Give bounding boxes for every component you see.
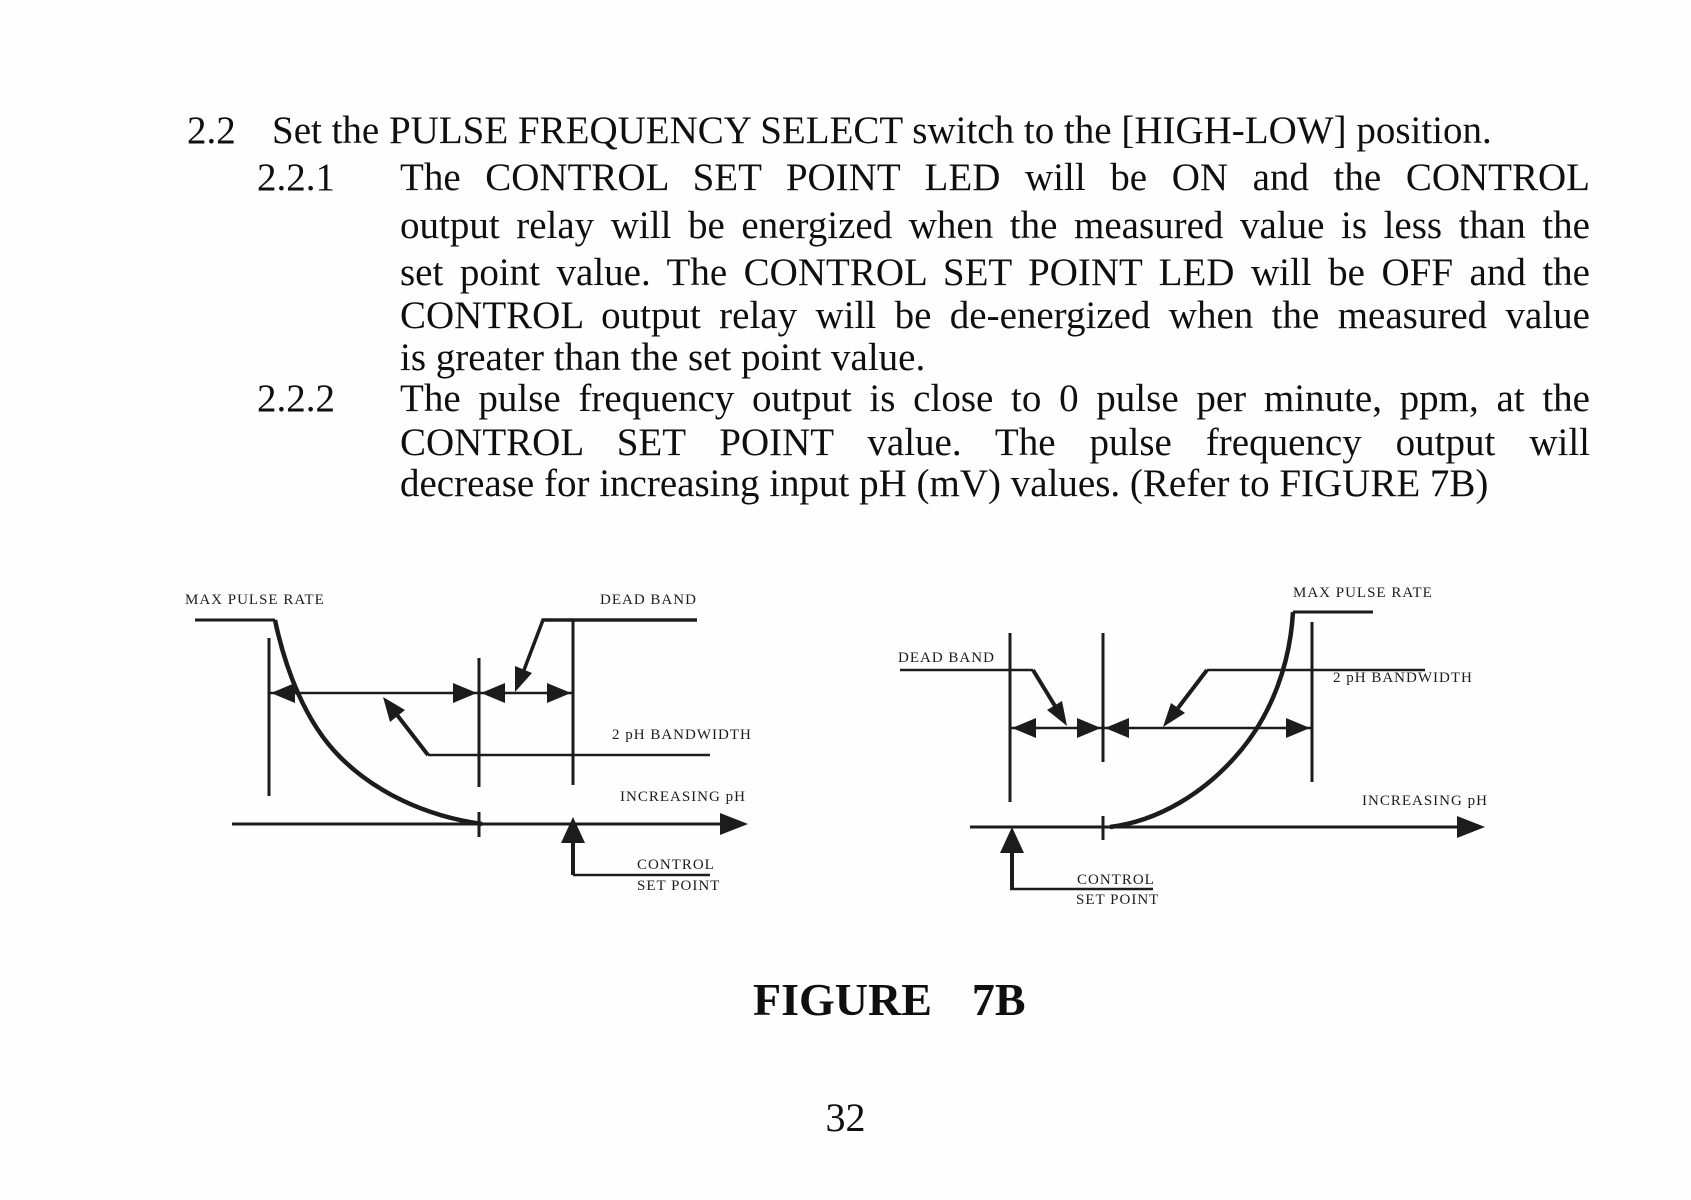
section-title: Set the PULSE FREQUENCY SELECT switch to the [HIGH-LOW] position.: [272, 109, 1492, 152]
subsection-number: 2.2.2: [257, 377, 335, 420]
control-label: CONTROL: [1077, 872, 1155, 888]
control-label: CONTROL: [637, 857, 715, 873]
max-pulse-rate-label: MAX PULSE RATE: [1293, 585, 1433, 601]
bandwidth-callout-diagonal: [1178, 670, 1207, 708]
bandwidth-label: 2 pH BANDWIDTH: [612, 727, 752, 743]
diagram-high-low-left: [195, 619, 748, 875]
arrowhead-right-icon: [547, 683, 571, 703]
figure-caption: [753, 974, 1026, 1025]
set-point-label: SET POINT: [637, 878, 721, 894]
arrowhead-left-icon: [271, 683, 295, 703]
paragraph-line: The CONTROL SET POINT LED will be ON and the CONTROL: [400, 156, 1590, 199]
pulse-rate-curve: [275, 620, 482, 824]
arrowhead-down-icon: [1047, 701, 1067, 726]
figure-caption-number: 7B: [971, 974, 1026, 1025]
dead-band-label: DEAD BAND: [600, 592, 697, 608]
arrowhead-left-icon: [481, 683, 505, 703]
paragraph-line: decrease for increasing input pH (mV) values. (Refer to FIGURE 7B): [400, 462, 1489, 505]
arrowhead-right-icon: [453, 683, 477, 703]
dead-band-label: DEAD BAND: [898, 650, 995, 666]
arrowhead-down-icon: [515, 666, 532, 692]
max-pulse-rate-label: MAX PULSE RATE: [185, 592, 325, 608]
paragraph-line: CONTROL SET POINT value. The pulse frequency output will: [400, 421, 1590, 464]
set-point-label: SET POINT: [1076, 892, 1160, 908]
paragraph-line: The pulse frequency output is close to 0 pulse per minute, ppm, at the: [400, 377, 1590, 420]
arrowhead-right-icon: [1077, 718, 1101, 738]
setpoint-arrowhead-icon: [561, 817, 585, 843]
increasing-ph-label: INCREASING pH: [620, 789, 746, 805]
arrowhead-left-icon: [1012, 718, 1036, 738]
section-number: 2.2: [187, 109, 236, 152]
arrowhead-right-icon: [1286, 718, 1310, 738]
deadband-callout-diagonal: [1033, 670, 1055, 706]
paragraph-line: CONTROL output relay will be de-energized when the measured value: [400, 294, 1590, 337]
page-number: 32: [825, 1095, 866, 1140]
paragraph-line: is greater than the set point value.: [400, 336, 926, 379]
arrowhead-down-icon: [1163, 703, 1185, 727]
axis-arrowhead-icon: [720, 813, 748, 835]
bandwidth-callout-diagonal: [394, 711, 428, 755]
subsection-number: 2.2.1: [257, 156, 335, 199]
figure-caption-word: FIGURE: [753, 974, 932, 1025]
arrowhead-left-icon: [1105, 718, 1129, 738]
setpoint-arrowhead-icon: [1000, 827, 1024, 853]
paragraph-line: output relay will be energized when the measured value is less than the: [400, 204, 1590, 247]
pulse-rate-curve: [1110, 612, 1293, 827]
deadband-callout-line: [524, 620, 697, 670]
axis-arrowhead-icon: [1457, 816, 1485, 838]
increasing-ph-label: INCREASING pH: [1362, 793, 1488, 809]
paragraph-line: set point value. The CONTROL SET POINT LED will be OFF and the: [400, 251, 1590, 294]
bandwidth-label: 2 pH BANDWIDTH: [1333, 670, 1473, 686]
